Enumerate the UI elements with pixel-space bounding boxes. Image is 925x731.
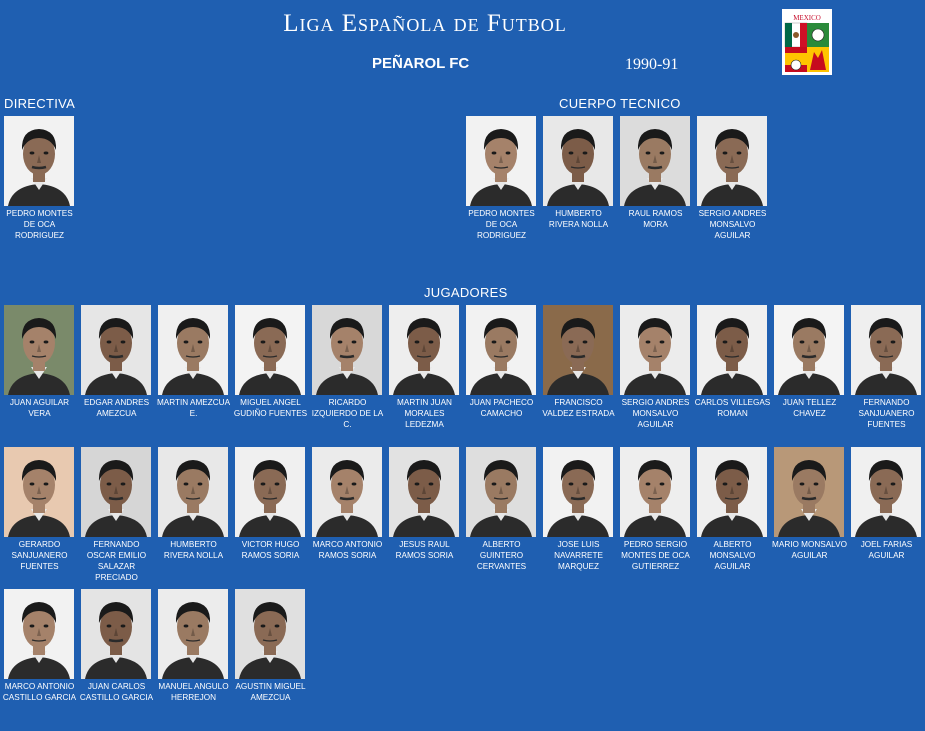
person-name: SERGIO ANDRES MONSALVO AGUILAR xyxy=(621,398,690,429)
person-card xyxy=(774,305,851,419)
person-name: FRANCISCO VALDEZ ESTRADA xyxy=(542,398,615,418)
person-photo xyxy=(543,305,613,395)
person-name: JOSE LUIS NAVARRETE MARQUEZ xyxy=(554,540,603,571)
person-card xyxy=(620,305,697,430)
person-card xyxy=(851,305,925,430)
flag-emblem-icon xyxy=(783,10,831,74)
mexico-flag-logo xyxy=(782,9,832,75)
person-card xyxy=(620,116,697,230)
person-card xyxy=(4,589,81,703)
portrait-icon xyxy=(543,305,613,395)
person-photo xyxy=(4,116,74,206)
person-photo xyxy=(466,447,536,537)
person-name: PEDRO MONTES DE OCA RODRIGUEZ xyxy=(468,209,535,240)
person-card xyxy=(158,447,235,561)
person-name: GERARDO SANJUANERO FUENTES xyxy=(11,540,68,571)
person-name: MARTIN AMEZCUA E. xyxy=(156,398,231,418)
person-photo xyxy=(4,589,74,679)
person-photo xyxy=(697,116,767,206)
portrait-icon xyxy=(620,447,690,537)
person-card xyxy=(389,447,466,561)
person-photo xyxy=(697,305,767,395)
person-photo xyxy=(620,305,690,395)
person-card xyxy=(543,116,620,230)
season-label: 1990-91 xyxy=(625,56,679,73)
portrait-icon xyxy=(620,116,690,206)
person-card xyxy=(4,116,81,241)
person-name: JUAN TELLEZ CHAVEZ xyxy=(782,398,837,418)
person-photo xyxy=(4,447,74,537)
section-directiva: DIRECTIVA xyxy=(4,96,76,111)
portrait-icon xyxy=(543,116,613,206)
person-card xyxy=(158,589,235,703)
person-photo xyxy=(851,305,921,395)
person-card xyxy=(694,305,774,419)
portrait-icon xyxy=(4,589,74,679)
flag-label: MEXICO xyxy=(793,14,821,22)
person-photo xyxy=(543,116,613,206)
person-card xyxy=(81,305,158,419)
portrait-icon xyxy=(312,305,382,395)
person-card xyxy=(697,116,774,241)
person-name: SERGIO ANDRES MONSALVO AGUILAR xyxy=(698,209,767,240)
person-name: FERNANDO SANJUANERO FUENTES xyxy=(858,398,915,429)
person-card xyxy=(774,447,851,561)
person-photo xyxy=(389,447,459,537)
person-photo xyxy=(543,447,613,537)
person-photo xyxy=(81,305,151,395)
portrait-icon xyxy=(466,447,536,537)
person-name: MIGUEL ANGEL GUDIÑO FUENTES xyxy=(233,398,308,418)
portrait-icon xyxy=(4,116,74,206)
person-name: PEDRO SERGIO MONTES DE OCA GUTIERREZ xyxy=(621,540,690,571)
person-photo xyxy=(235,305,305,395)
person-name: MARIO MONSALVO AGUILAR xyxy=(772,540,847,560)
portrait-icon xyxy=(851,305,921,395)
portrait-icon xyxy=(235,589,305,679)
portrait-icon xyxy=(81,305,151,395)
person-name: JUAN CARLOS CASTILLO GARCIA xyxy=(79,682,154,702)
person-photo xyxy=(851,447,921,537)
person-photo xyxy=(389,305,459,395)
person-photo xyxy=(158,305,228,395)
portrait-icon xyxy=(466,116,536,206)
person-photo xyxy=(4,305,74,395)
portrait-icon xyxy=(774,447,844,537)
portrait-icon xyxy=(697,116,767,206)
person-name: MARTIN JUAN MORALES LEDEZMA xyxy=(397,398,452,429)
person-name: MARCO ANTONIO RAMOS SORIA xyxy=(312,540,383,560)
person-card xyxy=(4,305,81,419)
section-jugadores: JUGADORES xyxy=(424,285,508,300)
person-name: RICARDO IZQUIERDO DE LA C. xyxy=(311,398,384,429)
person-photo xyxy=(235,447,305,537)
person-name: RAUL RAMOS MORA xyxy=(628,209,683,229)
person-name: AGUSTIN MIGUEL AMEZCUA xyxy=(235,682,306,702)
person-photo xyxy=(774,447,844,537)
portrait-icon xyxy=(81,589,151,679)
portrait-icon xyxy=(389,447,459,537)
person-card xyxy=(81,589,158,703)
person-name: MARCO ANTONIO CASTILLO GARCIA xyxy=(2,682,77,702)
person-card xyxy=(312,305,389,430)
portrait-icon xyxy=(851,447,921,537)
portrait-icon xyxy=(158,305,228,395)
person-photo xyxy=(81,589,151,679)
person-photo xyxy=(697,447,767,537)
portrait-icon xyxy=(697,305,767,395)
person-name: FERNANDO OSCAR EMILIO SALAZAR PRECIADO xyxy=(86,540,147,582)
person-card xyxy=(543,305,620,419)
person-photo xyxy=(466,116,536,206)
person-photo xyxy=(466,305,536,395)
portrait-icon xyxy=(158,447,228,537)
portrait-icon xyxy=(235,305,305,395)
portrait-icon xyxy=(774,305,844,395)
person-photo xyxy=(774,305,844,395)
section-cuerpo-tecnico: CUERPO TECNICO xyxy=(559,96,681,111)
person-card xyxy=(389,305,466,430)
person-card xyxy=(312,447,389,561)
person-name: VICTOR HUGO RAMOS SORIA xyxy=(241,540,300,560)
portrait-icon xyxy=(697,447,767,537)
portrait-icon xyxy=(312,447,382,537)
person-photo xyxy=(620,447,690,537)
person-photo xyxy=(158,589,228,679)
person-card xyxy=(235,305,312,419)
person-card xyxy=(235,447,312,561)
person-photo xyxy=(235,589,305,679)
portrait-icon xyxy=(81,447,151,537)
portrait-icon xyxy=(543,447,613,537)
portrait-icon xyxy=(235,447,305,537)
person-card xyxy=(851,447,925,561)
person-photo xyxy=(620,116,690,206)
person-photo xyxy=(81,447,151,537)
portrait-icon xyxy=(4,305,74,395)
person-name: JOEL FARIAS AGUILAR xyxy=(860,540,913,560)
person-name: JESUS RAUL RAMOS SORIA xyxy=(395,540,454,560)
person-name: HUMBERTO RIVERA NOLLA xyxy=(163,540,224,560)
person-card xyxy=(620,447,697,572)
person-card xyxy=(543,447,620,572)
portrait-icon xyxy=(4,447,74,537)
person-name: EDGAR ANDRES AMEZCUA xyxy=(83,398,150,418)
person-name: HUMBERTO RIVERA NOLLA xyxy=(548,209,609,229)
person-name: ALBERTO MONSALVO AGUILAR xyxy=(709,540,756,571)
person-card xyxy=(697,447,774,572)
person-card xyxy=(466,447,543,572)
person-name: CARLOS VILLEGAS ROMAN xyxy=(694,398,771,418)
person-photo xyxy=(312,447,382,537)
person-card xyxy=(466,116,543,241)
portrait-icon xyxy=(389,305,459,395)
person-name: PEDRO MONTES DE OCA RODRIGUEZ xyxy=(6,209,73,240)
person-name: MANUEL ANGULO HERREJON xyxy=(158,682,229,702)
person-name: JUAN PACHECO CAMACHO xyxy=(469,398,534,418)
person-name: ALBERTO GUINTERO CERVANTES xyxy=(476,540,527,571)
person-card xyxy=(235,589,312,703)
person-photo xyxy=(312,305,382,395)
person-name: JUAN AGUILAR VERA xyxy=(9,398,70,418)
portrait-icon xyxy=(466,305,536,395)
team-name: PEÑAROL FC xyxy=(372,55,470,72)
person-card xyxy=(466,305,543,419)
person-card xyxy=(81,447,158,583)
person-photo xyxy=(158,447,228,537)
portrait-icon xyxy=(158,589,228,679)
portrait-icon xyxy=(620,305,690,395)
page-title: Liga Española de Futbol xyxy=(283,10,567,37)
person-card xyxy=(158,305,235,419)
person-card xyxy=(4,447,81,572)
